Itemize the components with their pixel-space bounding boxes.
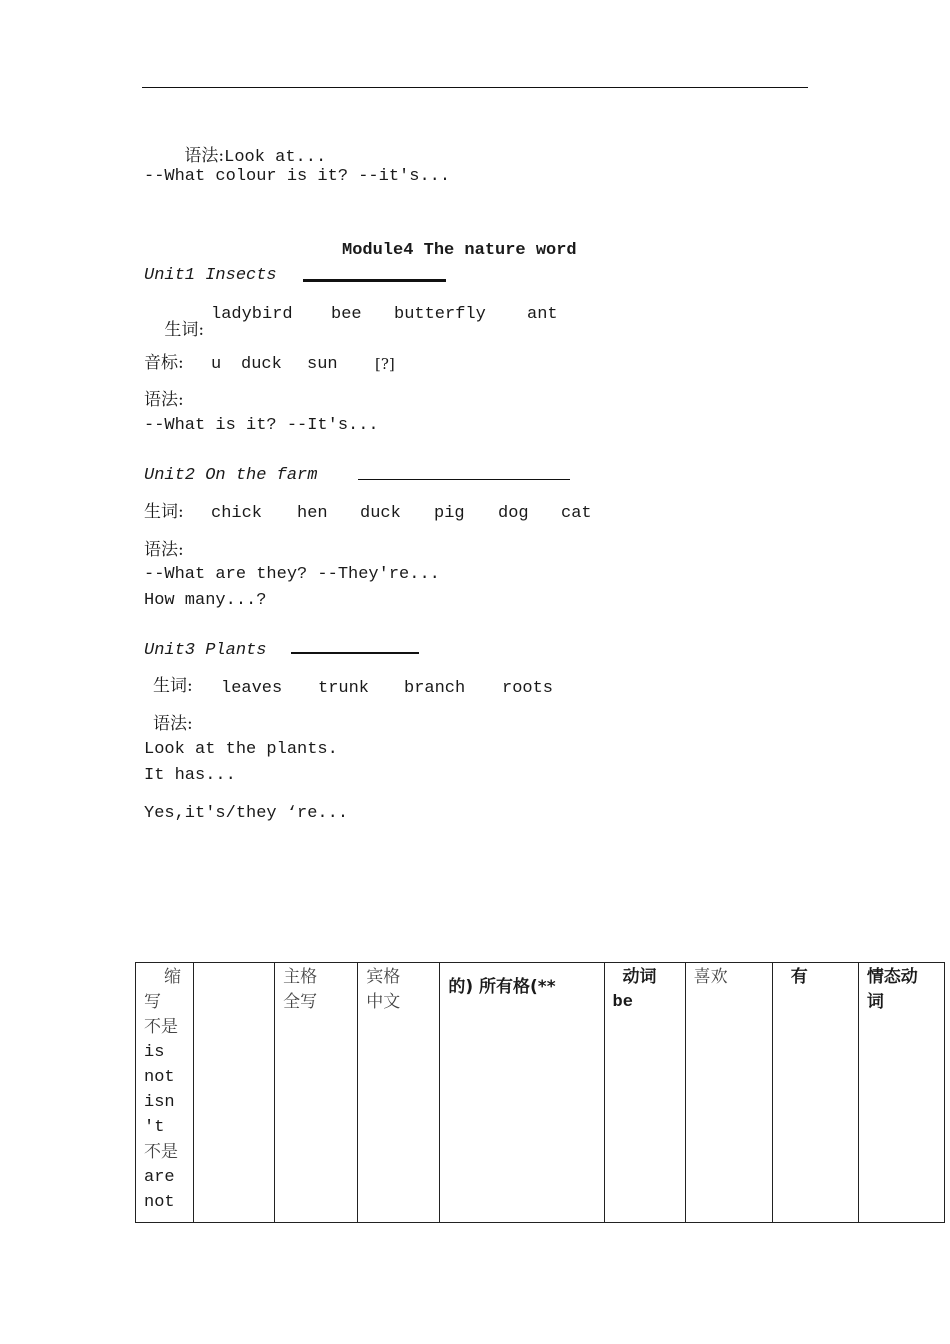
module-title: Module4 The nature word [342,241,577,260]
cell-line: 不是 [144,1142,178,1162]
cell-line: isn [144,1093,175,1112]
table-cell-empty [194,963,275,1223]
unit2-vocab-word: pig [434,504,465,523]
table-cell-have [772,963,858,1223]
unit3-title-rule [291,652,419,654]
cell-line: 写 [144,992,161,1012]
table-cell-subject-full [275,963,358,1223]
top-grammar-line [164,131,326,166]
table-cell-possessive [440,963,604,1223]
unit1-phonics-item: u [211,355,222,374]
unit3-vocab-word: roots [502,679,554,698]
top-grammar-text: Look at... [224,148,327,167]
unit1-vocab-row [144,305,204,340]
table-cell-verb-be [604,963,685,1223]
cell-text: 的) 所有格(** [448,977,556,997]
unit2-vocab-word: dog [498,504,529,523]
unit1-phonics-label: 音标: [144,353,184,373]
unit3-vocab-word: trunk [318,679,370,698]
unit2-grammar-label: 语法: [144,540,184,560]
cell-line: not [144,1068,175,1087]
unit2-grammar-line: How many...? [144,591,267,610]
table-cell-like [685,963,772,1223]
unit2-vocab-word: hen [297,504,328,523]
cell-text: 喜欢 [693,967,728,987]
unit2-grammar-line: --What are they? --They're... [144,565,440,584]
unit1-grammar-text: --What is it? --It's... [144,416,379,435]
unit3-grammar-label: 语法: [153,714,193,734]
unit2-title-rule [358,479,570,480]
unit3-vocab-label: 生词: [153,676,193,696]
cell-line: 宾格 [366,967,401,987]
unit1-vocab-word: ant [527,305,558,324]
unit1-phonics-item: sun [307,355,338,374]
cell-line: 全写 [283,992,318,1012]
cell-line: 词 [866,992,884,1012]
unit1-grammar-label: 语法: [144,390,184,410]
table-cell-modal-verb [858,963,944,1223]
unit1-vocab-word: butterfly [394,305,486,324]
table-cell-object-chinese [358,963,440,1223]
header-rule [142,87,808,88]
cell-line: 中文 [366,992,401,1012]
unit2-vocab-label: 生词: [144,502,184,522]
cell-line: 't [144,1118,165,1137]
unit1-vocab-word: bee [331,305,362,324]
cell-line: are [144,1168,175,1187]
unit1-phonics-item: duck [241,355,282,374]
unit1-vocab-word: ladybird [211,305,293,324]
unit2-title: Unit2 On the farm [144,466,318,485]
cell-line: is [144,1043,165,1062]
unit1-title-rule [303,279,446,282]
cell-text: 有 [790,967,808,987]
unit3-vocab-word: leaves [221,679,283,698]
cell-line: not [144,1193,175,1212]
unit3-grammar-line: Look at the plants. [144,740,338,759]
table-cell-abbrev [136,963,194,1223]
unit2-vocab-word: cat [561,504,592,523]
unit3-grammar-line: It has... [144,766,236,785]
unit1-title: Unit1 Insects [144,266,277,285]
unit3-grammar-line: Yes,it's/they ‘re... [144,804,349,823]
cell-line: 动词 [622,967,657,987]
table-row [136,963,945,1223]
top-grammar-dialogue: --What colour is it? --it's... [144,167,451,186]
unit1-phonetic-symbol: [?] [375,355,395,373]
cell-line: 主格 [283,967,318,987]
unit2-vocab-word: chick [211,504,263,523]
unit2-vocab-word: duck [360,504,401,523]
cell-line: 情态动 [866,967,918,987]
pronoun-grammar-table [135,962,945,1223]
cell-line: 缩 [164,967,181,987]
unit3-title: Unit3 Plants [144,641,267,660]
top-grammar-label: 语法: [184,146,225,166]
unit1-vocab-label: 生词: [164,320,205,340]
cell-line: 不是 [144,1017,178,1037]
unit3-vocab-word: branch [404,679,466,698]
cell-line: be [612,993,633,1012]
